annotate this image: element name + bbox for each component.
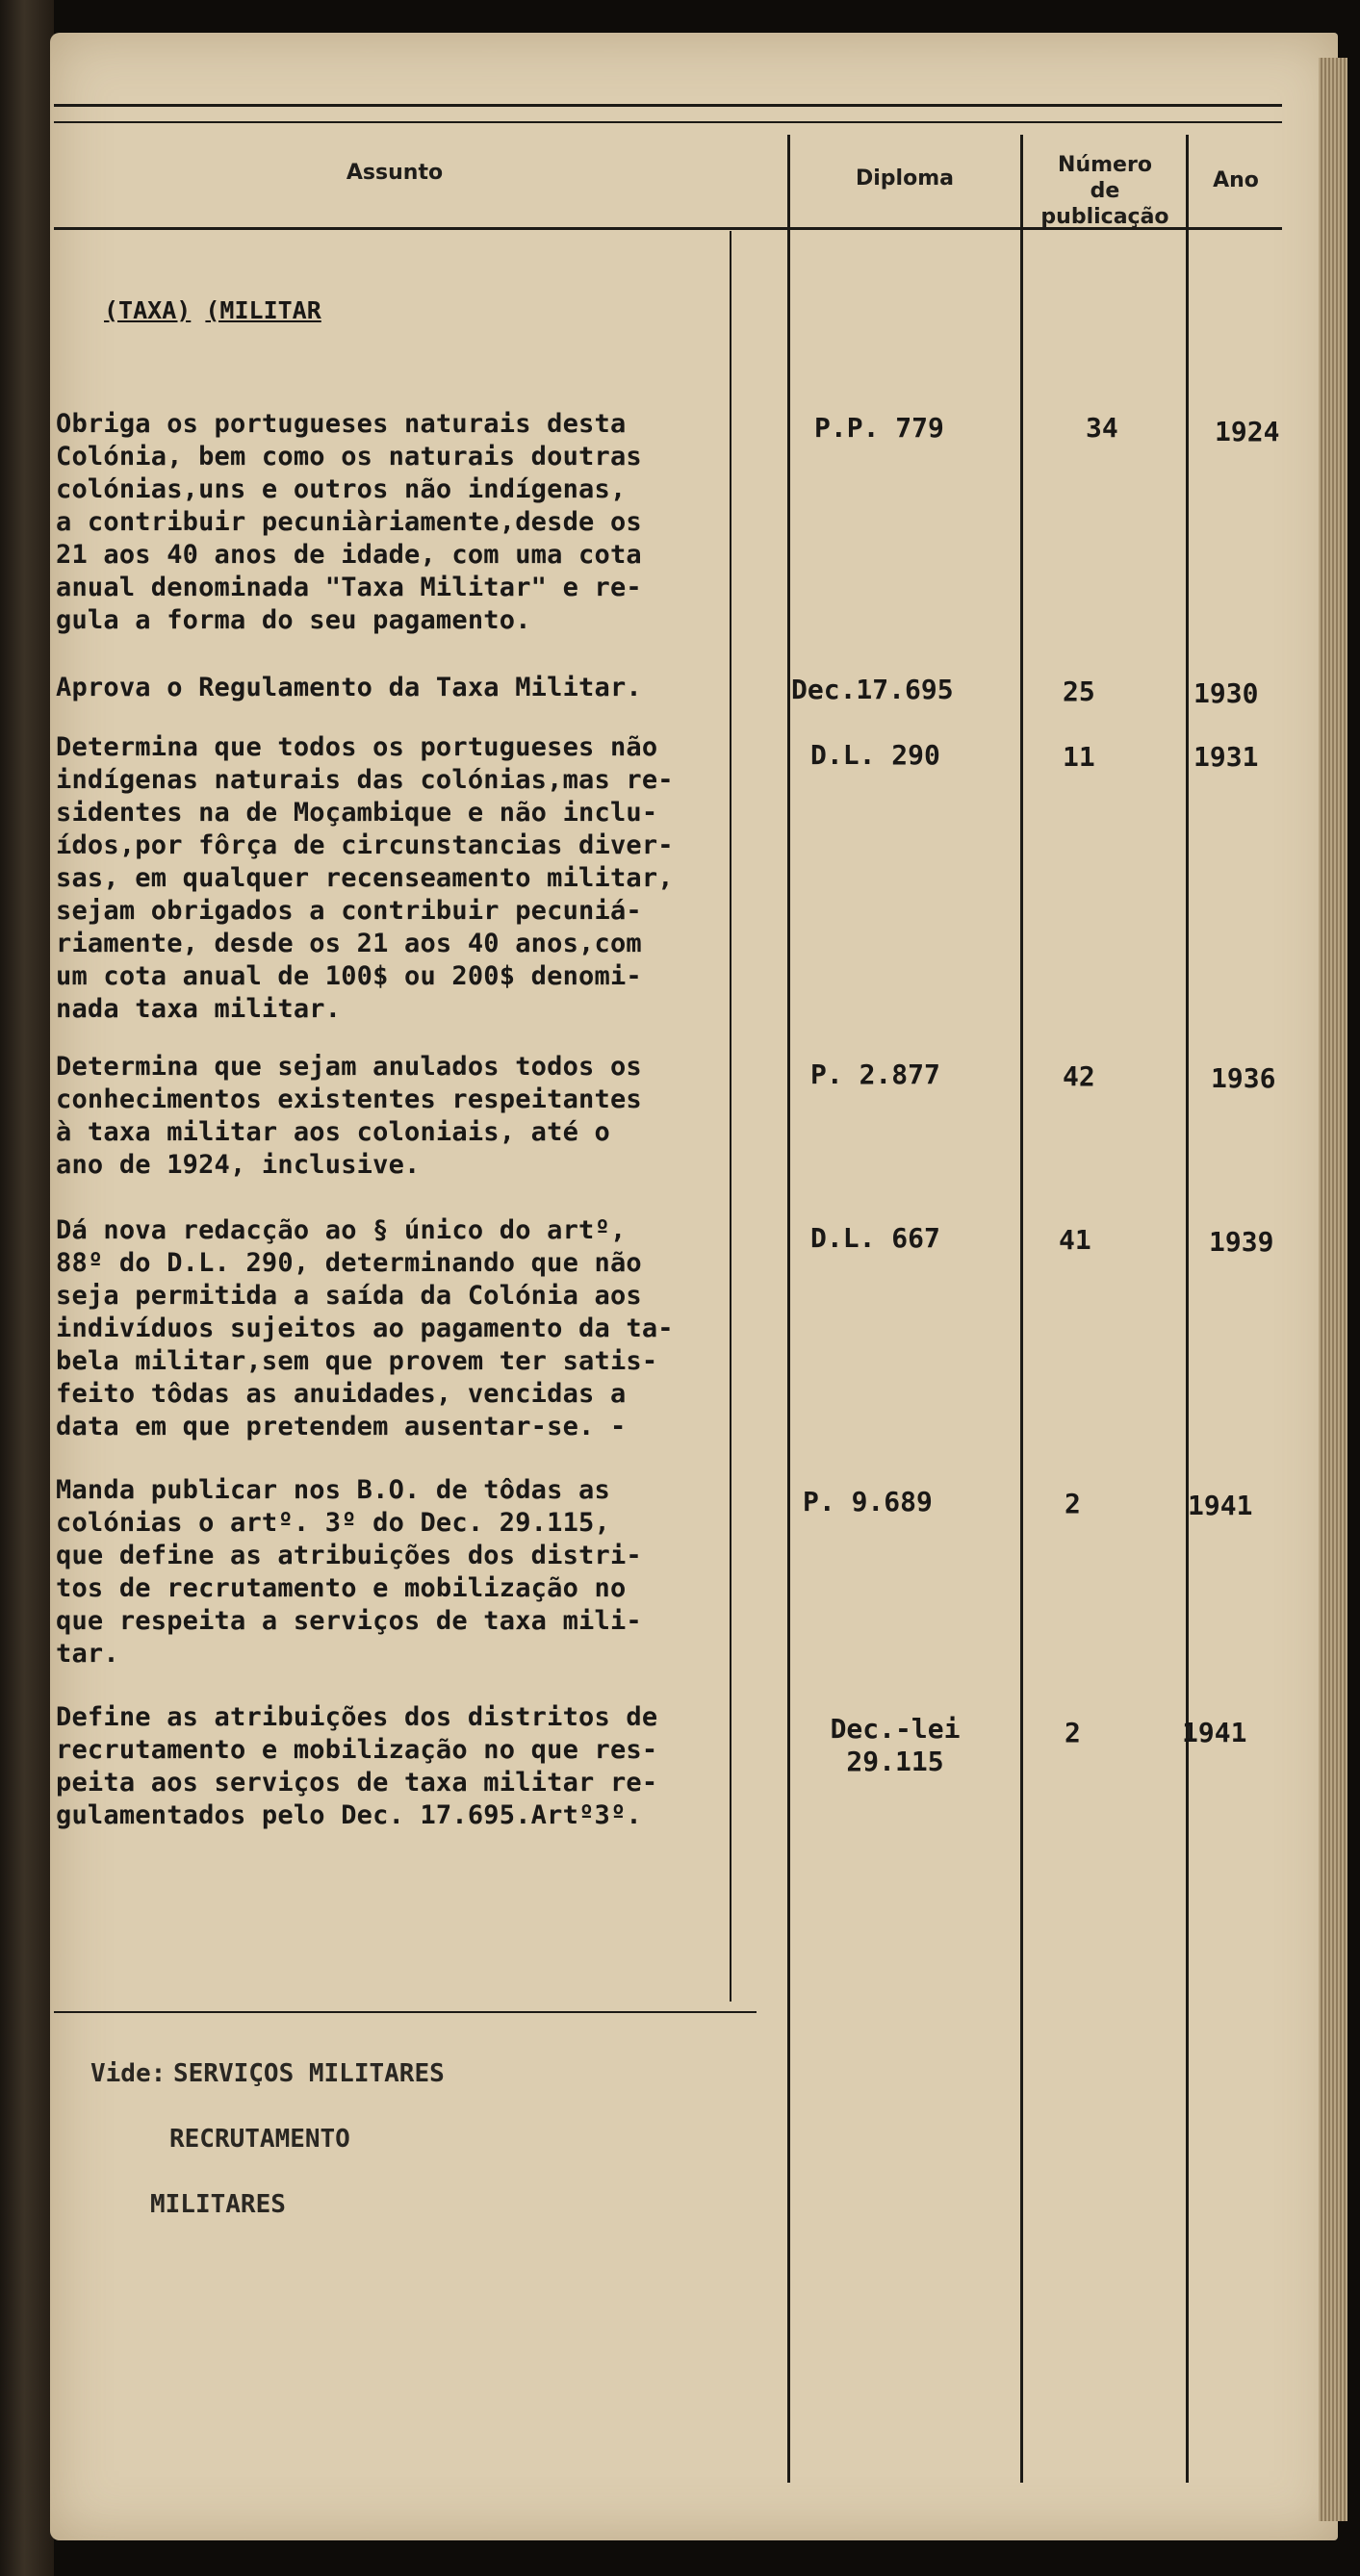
header-diploma: Diploma xyxy=(856,166,954,191)
entry-1-ano: 1924 xyxy=(1215,416,1280,447)
page-stack-edge xyxy=(1319,58,1347,2521)
entry-line: conhecimentos existentes respeitantes xyxy=(56,1084,642,1114)
entry-line: Determina que sejam anulados todos os xyxy=(56,1052,642,1082)
top-rule-2 xyxy=(54,121,1282,123)
entry-line: ídos,por fôrça de circunstancias diver- xyxy=(56,830,674,860)
entry-1-numero: 34 xyxy=(1086,412,1118,444)
entry-3-text xyxy=(56,731,674,1026)
entry-line: tar. xyxy=(56,1639,119,1669)
entry-line: Define as atribuições dos distritos de xyxy=(56,1702,658,1732)
vide-item-servicos: SERVIÇOS MILITARES xyxy=(173,2059,445,2088)
entry-4-numero: 42 xyxy=(1063,1060,1095,1092)
entry-line: gulamentados pelo Dec. 17.695.Artº3º. xyxy=(56,1800,642,1830)
entry-2-numero: 25 xyxy=(1063,676,1095,707)
header-numero: Número de publicação xyxy=(1040,153,1169,229)
entry-line: nada taxa militar. xyxy=(56,994,342,1024)
entry-line: recrutamento e mobilização no que res- xyxy=(56,1735,658,1765)
entry-line: sas, em qualquer recenseamento militar, xyxy=(56,863,674,893)
lower-section-rule xyxy=(54,2011,757,2013)
top-rule xyxy=(54,104,1282,107)
vide-item-militares: MILITARES xyxy=(150,2190,286,2219)
header-ano: Ano xyxy=(1213,168,1259,192)
col-divider-numero xyxy=(1186,135,1189,2483)
entry-2-diploma: Dec.17.695 xyxy=(791,674,954,705)
header-assunto: Assunto xyxy=(346,161,444,185)
entry-7-numero: 2 xyxy=(1065,1717,1081,1748)
entry-line: Aprova o Regulamento da Taxa Militar. xyxy=(56,673,642,702)
subject-title xyxy=(104,296,321,324)
entry-line: sidentes na de Moçambique e não inclu- xyxy=(56,798,658,828)
entry-line: indígenas naturais das colónias,mas re- xyxy=(56,765,674,795)
entry-6-diploma: P. 9.689 xyxy=(803,1486,933,1518)
col-divider-inner xyxy=(730,231,731,2002)
entry-line: a contribuir pecuniàriamente,desde os xyxy=(56,507,642,537)
entry-1-diploma: P.P. 779 xyxy=(814,412,944,444)
entry-4-ano: 1936 xyxy=(1211,1062,1276,1094)
entry-line: sejam obrigados a contribuir pecuniá- xyxy=(56,896,642,926)
entry-line: feito tôdas as anuidades, vencidas a xyxy=(56,1379,627,1409)
entry-line: seja permitida a saída da Colónia aos xyxy=(56,1281,642,1311)
entry-3-numero: 11 xyxy=(1063,741,1095,773)
entry-5-text xyxy=(56,1214,674,1443)
entry-line: tos de recrutamento e mobilização no xyxy=(56,1573,627,1603)
entry-7-ano: 1941 xyxy=(1182,1717,1247,1748)
entry-2-text xyxy=(56,672,642,704)
book-spine xyxy=(0,0,54,2576)
entry-line: data em que pretendem ausentar-se. - xyxy=(56,1412,627,1441)
entry-line: indivíduos sujeitos ao pagamento da ta- xyxy=(56,1314,674,1343)
entry-line: riamente, desde os 21 aos 40 anos,com xyxy=(56,929,642,958)
entry-2-ano: 1930 xyxy=(1193,677,1259,709)
vide-item-recrutamento: RECRUTAMENTO xyxy=(169,2125,350,2154)
entry-5-ano: 1939 xyxy=(1209,1226,1274,1258)
entry-line: anual denominada "Taxa Militar" e re- xyxy=(56,573,642,602)
entry-line: que respeita a serviços de taxa mili- xyxy=(56,1606,642,1636)
entry-6-ano: 1941 xyxy=(1188,1490,1253,1521)
entry-4-text xyxy=(56,1051,642,1182)
entry-7-diploma: Dec.-lei 29.115 xyxy=(830,1713,961,1777)
entry-line: que define as atribuições dos distri- xyxy=(56,1541,642,1570)
entry-5-diploma: D.L. 667 xyxy=(810,1222,940,1254)
entry-line: 88º do D.L. 290, determinando que não xyxy=(56,1248,642,1278)
col-divider-assunto xyxy=(787,135,790,2483)
entry-3-diploma: D.L. 290 xyxy=(810,739,940,771)
col-divider-diploma xyxy=(1020,135,1023,2483)
entry-line: peita aos serviços de taxa militar re- xyxy=(56,1768,658,1798)
entry-line: Dá nova redacção ao § único do artº, xyxy=(56,1215,627,1245)
vide-label: Vide: xyxy=(90,2059,167,2088)
entry-line: Manda publicar nos B.O. de tôdas as xyxy=(56,1475,610,1505)
title-word-taxa: (TAXA) xyxy=(104,296,192,324)
entry-6-text xyxy=(56,1474,642,1671)
entry-1-text xyxy=(56,408,642,637)
entry-6-numero: 2 xyxy=(1065,1488,1081,1519)
entry-4-diploma: P. 2.877 xyxy=(810,1058,940,1090)
entry-line: colónias o artº. 3º do Dec. 29.115, xyxy=(56,1508,610,1538)
entry-5-numero: 41 xyxy=(1059,1224,1091,1256)
entry-7-text xyxy=(56,1701,657,1832)
entry-line: Colónia, bem como os naturais doutras xyxy=(56,442,642,472)
entry-line: ano de 1924, inclusive. xyxy=(56,1150,421,1180)
entry-line: um cota anual de 100$ ou 200$ denomi- xyxy=(56,961,642,991)
entry-3-ano: 1931 xyxy=(1193,741,1259,773)
entry-line: bela militar,sem que provem ter satis- xyxy=(56,1346,658,1376)
entry-line: gula a forma do seu pagamento. xyxy=(56,605,531,635)
entry-line: Obriga os portugueses naturais desta xyxy=(56,409,627,439)
title-word-militar: (MILITAR xyxy=(205,296,321,324)
entry-line: colónias,uns e outros não indígenas, xyxy=(56,474,627,504)
entry-line: Determina que todos os portugueses não xyxy=(56,732,658,762)
entry-line: 21 aos 40 anos de idade, com uma cota xyxy=(56,540,642,570)
entry-line: à taxa militar aos coloniais, até o xyxy=(56,1117,610,1147)
